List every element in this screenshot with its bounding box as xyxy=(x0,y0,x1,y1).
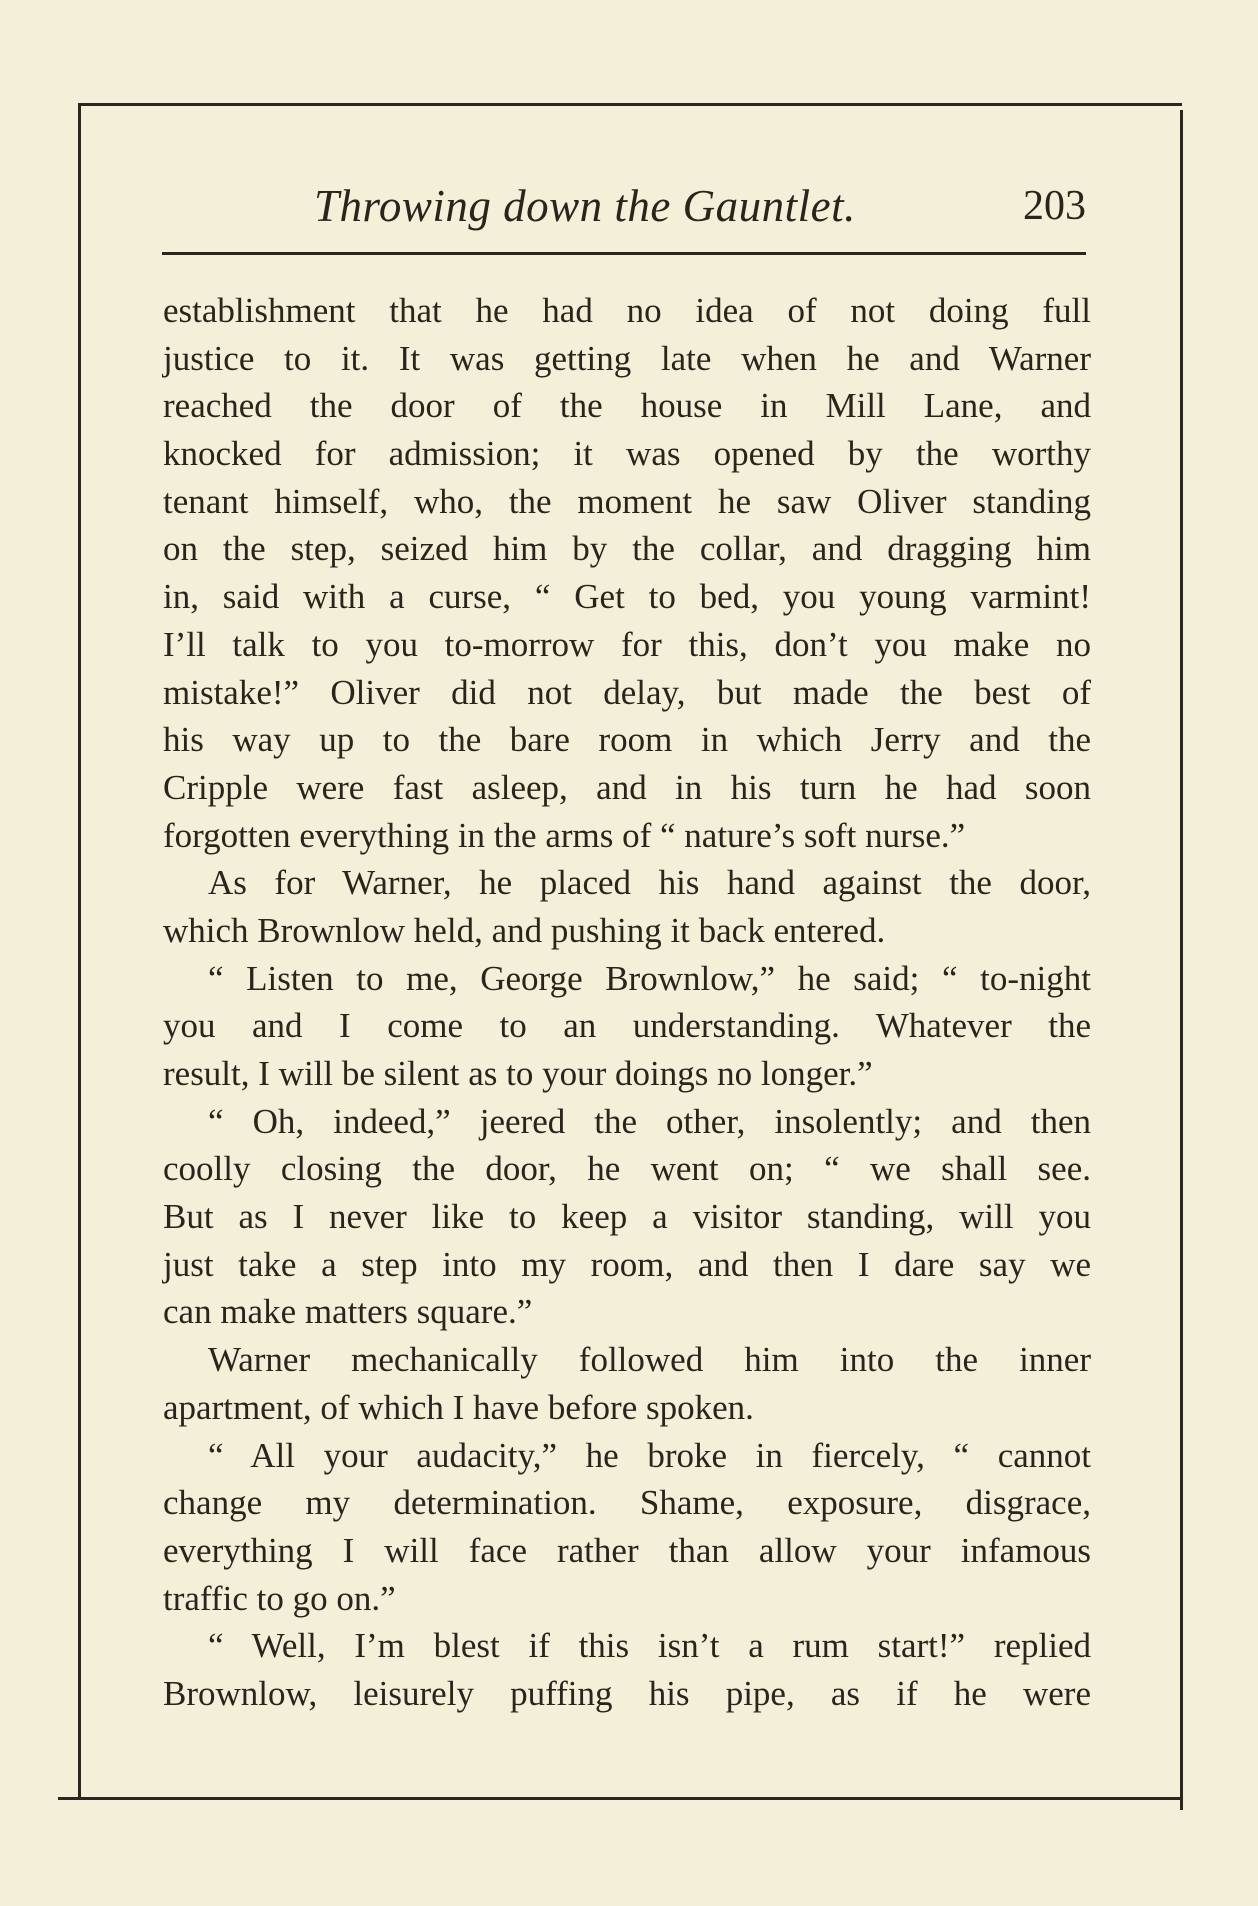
text-line: As for Warner, he placed his hand against the door, xyxy=(208,863,1091,903)
text-line: just take a step into my room, and then I dare say we xyxy=(163,1244,1091,1284)
text-line: Warner mechanically followed him into the inner xyxy=(208,1340,1091,1380)
text-line: “ All your audacity,” he broke in fiercely, “ cannot xyxy=(208,1435,1091,1475)
running-title: Throwing down the Gauntlet. xyxy=(314,181,856,231)
text-line: justice to it. It was getting late when he and Warner xyxy=(163,338,1091,378)
text-line: “ Well, I’m blest if this isn’t a rum start!” replied xyxy=(208,1626,1091,1666)
frame-top-border xyxy=(78,103,1182,106)
text-line: coolly closing the door, he went on; “ we shall see. xyxy=(163,1149,1091,1189)
text-line: forgotten everything in the arms of “ nature’s soft nurse.” xyxy=(163,815,966,855)
running-head xyxy=(162,178,1086,238)
text-line: result, I will be silent as to your doings no longer.” xyxy=(163,1054,873,1093)
text-line: “ Listen to me, George Brownlow,” he said; “ to-night xyxy=(208,958,1091,998)
text-line: Brownlow, leisurely puffing his pipe, as if he were xyxy=(163,1673,1091,1713)
text-line: change my determination. Shame, exposure, disgrace, xyxy=(163,1483,1091,1523)
text-line: in, said with a curse, “ Get to bed, you young varmint! xyxy=(163,577,1091,617)
text-line: his way up to the bare room in which Jerry and the xyxy=(163,720,1091,760)
frame-bottom-border xyxy=(58,1797,1182,1800)
text-line: tenant himself, who, the moment he saw Oliver standing xyxy=(163,481,1091,521)
text-line: on the step, seized him by the collar, and dragging him xyxy=(163,529,1091,569)
text-line: establishment that he had no idea of not doing full xyxy=(163,291,1091,330)
text-line: Cripple were fast asleep, and in his turn he had soon xyxy=(163,767,1091,807)
frame-right-border xyxy=(1180,110,1183,1810)
body-text xyxy=(163,287,1091,1718)
text-line: reached the door of the house in Mill Lane, and xyxy=(163,386,1091,426)
text-line: apartment, of which I have before spoken. xyxy=(163,1387,754,1427)
text-line: everything I will face rather than allow your infamous xyxy=(163,1530,1091,1570)
page-number: 203 xyxy=(1023,183,1086,229)
text-line: which Brownlow held, and pushing it back entered. xyxy=(163,910,886,950)
text-line: you and I come to an understanding. Whatever the xyxy=(163,1006,1091,1046)
header-rule xyxy=(162,252,1086,255)
frame-left-border xyxy=(78,103,81,1797)
text-line: “ Oh, indeed,” jeered the other, insolently; and then xyxy=(208,1101,1091,1141)
text-line: traffic to go on.” xyxy=(163,1578,396,1618)
text-line: can make matters square.” xyxy=(163,1292,533,1332)
text-line: mistake!” Oliver did not delay, but made the best of xyxy=(163,672,1091,712)
text-line: But as I never like to keep a visitor standing, will you xyxy=(163,1197,1091,1237)
text-line: I’ll talk to you to-morrow for this, don’t you make no xyxy=(163,624,1091,664)
text-line: knocked for admission; it was opened by the worthy xyxy=(163,434,1091,474)
